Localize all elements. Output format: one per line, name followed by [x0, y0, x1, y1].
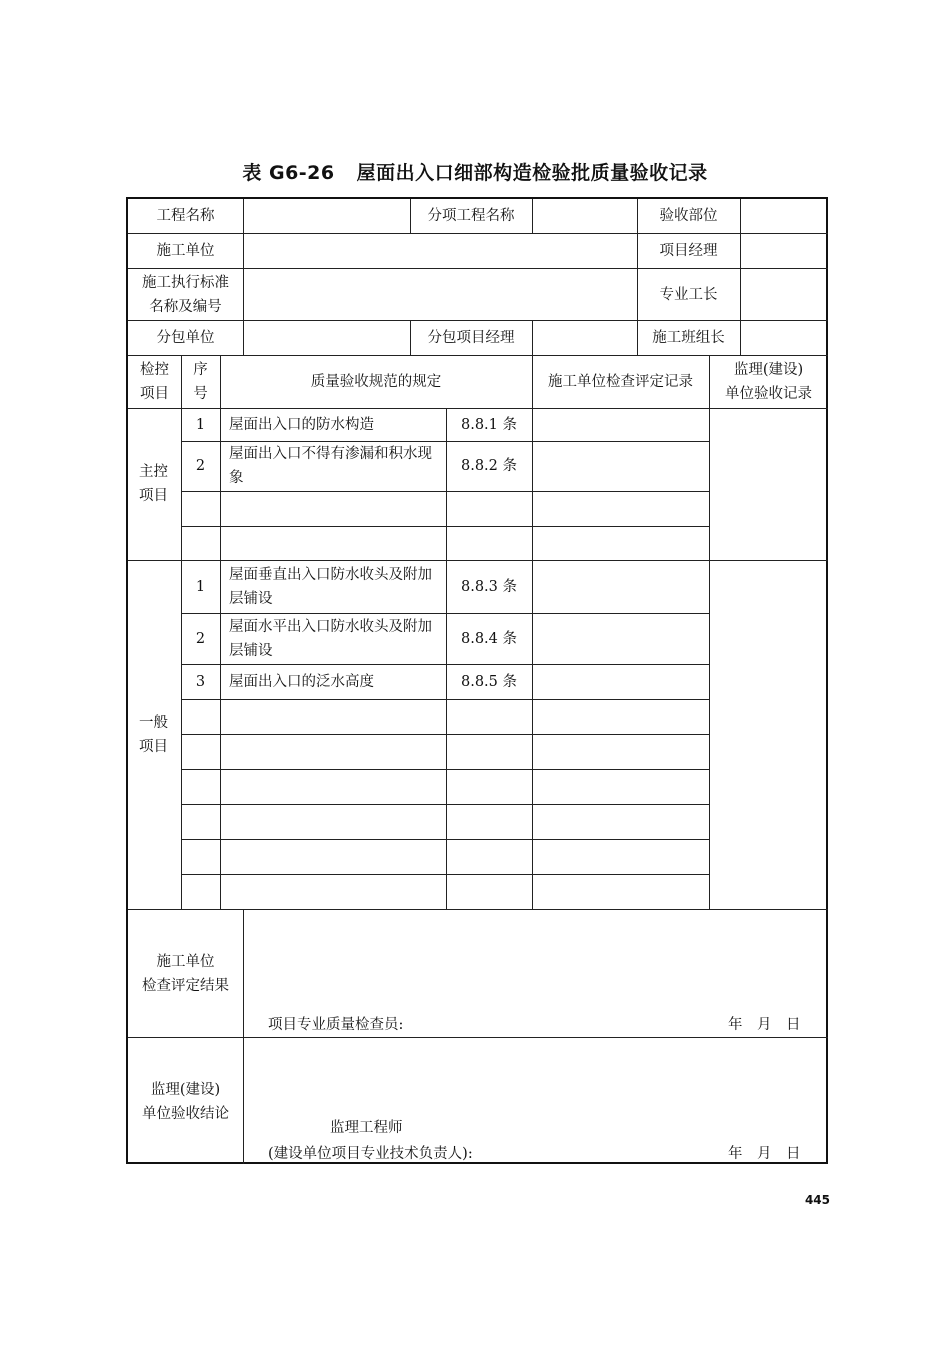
seq-column-header: 序 号	[193, 362, 208, 402]
sub-project-name-label: 分项工程名称	[427, 208, 515, 224]
construction-result-label: 施工单位 检查评定结果	[142, 954, 229, 994]
project-name-label: 工程名称	[156, 208, 215, 224]
owner-technical-lead-label: (建设单位项目专业技术负责人):	[268, 1146, 473, 1162]
general-item-2-text: 屋面水平出入口防水收头及附加层铺设	[229, 618, 432, 659]
construction-result-date: 年 月 日	[728, 1017, 801, 1033]
spec-column-header: 质量验收规范的规定	[310, 374, 442, 390]
quality-inspector-label: 项目专业质量检查员:	[268, 1017, 404, 1033]
general-item-1-text: 屋面垂直出入口防水收头及附加层铺设	[229, 566, 432, 607]
main-item-1-text: 屋面出入口的防水构造	[229, 416, 374, 433]
page-number: 445	[804, 1193, 830, 1207]
general-item-2-clause: 8.8.4 条	[460, 630, 517, 647]
supervising-engineer-label: 监理工程师	[330, 1120, 403, 1136]
main-item-1-seq: 1	[195, 416, 206, 433]
inspection-record-table	[126, 197, 828, 1164]
standard-name-label: 施工执行标准 名称及编号	[142, 275, 229, 315]
supervision-conclusion-date: 年 月 日	[728, 1146, 801, 1162]
team-leader-label: 施工班组长	[652, 330, 725, 346]
table-code: 表 G6-26	[242, 162, 335, 184]
general-item-1-seq: 1	[195, 578, 206, 595]
general-item-3-text: 屋面出入口的泛水高度	[229, 673, 374, 690]
main-control-label: 主控 项目	[139, 464, 168, 504]
main-item-2-clause: 8.8.2 条	[460, 458, 517, 474]
construction-record-column-header: 施工单位检查评定记录	[548, 374, 693, 390]
subcontract-manager-label: 分包项目经理	[427, 330, 515, 346]
project-manager-label: 项目经理	[659, 243, 718, 259]
supervision-conclusion-label: 监理(建设) 单位验收结论	[142, 1082, 229, 1122]
construction-unit-label: 施工单位	[156, 243, 215, 259]
acceptance-part-label: 验收部位	[659, 208, 718, 224]
supervision-column-header: 监理(建设) 单位验收记录	[725, 362, 812, 402]
general-item-1-clause: 8.8.3 条	[460, 578, 517, 595]
main-item-2-seq: 2	[195, 458, 206, 474]
main-item-1-clause: 8.8.1 条	[460, 416, 517, 433]
subcontract-unit-label: 分包单位	[156, 330, 215, 346]
general-items-label: 一般 项目	[139, 715, 168, 755]
table-title: 屋面出入口细部构造检验批质量验收记录	[356, 162, 708, 184]
specialized-foreman-label: 专业工长	[659, 287, 718, 303]
general-item-3-seq: 3	[195, 673, 206, 690]
general-item-3-clause: 8.8.5 条	[460, 673, 517, 690]
general-item-2-seq: 2	[195, 630, 206, 647]
main-item-2-text: 屋面出入口不得有渗漏和积水现象	[229, 446, 432, 486]
category-column-header: 检控 项目	[140, 362, 169, 402]
page-title	[0, 158, 950, 185]
